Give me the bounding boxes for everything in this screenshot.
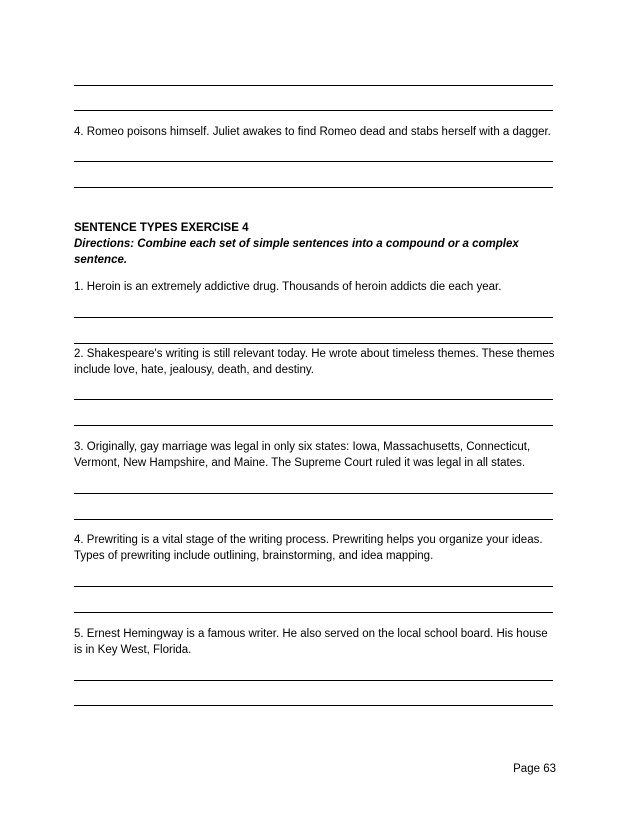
- answer-line: [74, 612, 553, 613]
- answer-line: [74, 680, 553, 681]
- answer-line: [74, 187, 553, 188]
- answer-line: [74, 425, 553, 426]
- answer-line: [74, 519, 553, 520]
- answer-line: [74, 493, 553, 494]
- exercise-item-2: 2. Shakespeare's writing is still relevant today. He wrote about timeless themes. These themes include love, hate, jealousy, death, and destiny.: [74, 348, 555, 376]
- answer-line: [74, 110, 553, 111]
- answer-line: [74, 705, 553, 706]
- page-number: Page 63: [513, 763, 556, 775]
- answer-line: [74, 317, 553, 318]
- directions-text: Directions: Combine each set of simple sentences into a compound or a complex sentence.: [74, 238, 519, 266]
- answer-line: [74, 85, 553, 86]
- answer-line: [74, 399, 553, 400]
- carryover-item: 4. Romeo poisons himself. Juliet awakes to find Romeo dead and stabs herself with a dagger.: [74, 126, 551, 138]
- exercise-heading: SENTENCE TYPES EXERCISE 4: [74, 222, 249, 234]
- answer-line: [74, 343, 553, 344]
- exercise-item-4: 4. Prewriting is a vital stage of the writing process. Prewriting helps you organize your ideas. Types of prewriting include outlining, brainstorming, and idea mapping.: [74, 534, 543, 562]
- answer-line: [74, 161, 553, 162]
- exercise-item-5: 5. Ernest Hemingway is a famous writer. He also served on the local school board. His house is in Key West, Florida.: [74, 628, 548, 656]
- exercise-item-1: 1. Heroin is an extremely addictive drug. Thousands of heroin addicts die each year.: [74, 281, 502, 293]
- answer-line: [74, 586, 553, 587]
- exercise-item-3: 3. Originally, gay marriage was legal in only six states: Iowa, Massachusetts, Connecticut, Vermont, New Hampshire, and Maine. The Supreme Court ruled it was legal in all states.: [74, 441, 531, 469]
